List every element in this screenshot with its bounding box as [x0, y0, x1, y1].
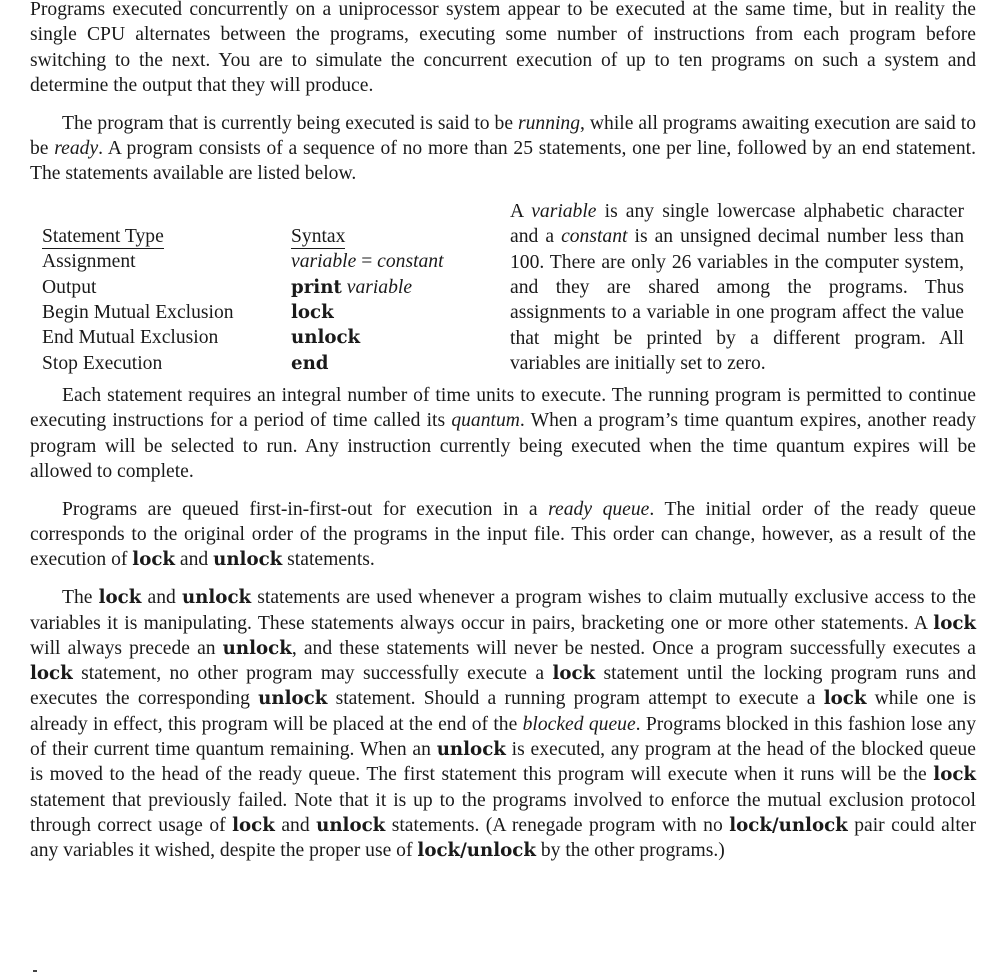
- header-syntax: Syntax: [291, 226, 346, 248]
- statement-type: End Mutual Exclusion: [42, 327, 219, 349]
- statement-type: Output: [42, 276, 97, 298]
- header-statement-type: Statement Type: [42, 226, 164, 248]
- keyword-lock: lock: [933, 612, 976, 634]
- keyword-lock: lock: [30, 663, 73, 685]
- statement-type: Assignment: [42, 251, 136, 273]
- keyword-lock: lock: [132, 549, 176, 571]
- variable-definition-note: A variable is any single lowercase alphabetic character and a constant is an unsigned decimal number less than 100. There are only 26 variables in the computer system, and they are shared among the programs. Thus assignments to a variable in one program affect the value that might be printed by a different program. All variables are initially set to zero.: [510, 201, 965, 374]
- mutual-exclusion-paragraph: The lock and unlock statements are used whenever a program wishes to claim mutually exclusive access to the variables it is manipulating. These statements always occur in pairs, bracketing one or more other statements. A lock will always precede an unlock, and these statements will never be nested. Once a program successfully executes a lock statement, no other program may successfully execute a lock statement until the locking program runs and executes the corresponding unlock statement. Should a running program attempt to execute a lock while one is already in effect, this program will be placed at the end of the blocked queue. Programs blocked in this fashion lose any of their current time quantum remaining. When an unlock is executed, any program at the head of the blocked queue is moved to the head of the ready queue. The first statement this program will execute when it runs will be the lock statement that previously failed. Note that it is up to the programs involved to enforce the mutual exclusion protocol through correct usage of lock and unlock statements. (A renegade program with no lock/unlock pair could alter any variables it wished, despite the proper use of lock/unlock by the other programs.): [30, 587, 977, 862]
- term-quantum: quantum: [451, 410, 520, 432]
- keyword-unlock: unlock: [258, 688, 328, 710]
- statement-type: Stop Execution: [42, 352, 163, 374]
- keyword-lock-unlock: lock/unlock: [417, 840, 536, 862]
- keyword-lock: lock: [823, 688, 867, 710]
- term-ready: ready: [54, 137, 99, 159]
- statement-syntax: lock: [291, 302, 334, 324]
- problem-statement: [30, 0, 976, 876]
- keyword-unlock: unlock: [436, 739, 506, 761]
- intro-paragraph: Programs executed concurrently on a uniprocessor system appear to be executed at the same time, but in reality the single CPU alternates between the programs, executing some number of instructions from each program before switching to the next. You are to simulate the concurrent execution of up to ten programs on such a system and determine the output that they will produce.: [30, 0, 976, 96]
- term-blocked-queue: blocked queue: [522, 713, 636, 735]
- keyword-unlock: unlock: [181, 587, 252, 609]
- keyword-unlock: unlock: [316, 814, 386, 836]
- text: , while all programs awaiting execution are said to be: [30, 112, 976, 159]
- text: . A program consists of a sequence of no more than 25 statements, one per line, followed by an end statement. The statements available are listed below.: [30, 137, 976, 185]
- table-row: [42, 249, 492, 274]
- program-states-paragraph: [30, 111, 976, 187]
- table-row: [42, 351, 492, 376]
- table-row: [42, 300, 492, 325]
- ready-queue-paragraph: Programs are queued first-in-first-out for execution in a ready queue. The initial order of the ready queue corresponds to the original order of the programs in the input file. This order can change, however, as a result of the execution of lock and unlock statements.: [30, 498, 977, 571]
- term-ready-queue: ready queue: [548, 498, 650, 520]
- statement-section: [30, 199, 976, 376]
- statement-syntax: variable = constant: [291, 251, 444, 273]
- term-constant: constant: [561, 226, 628, 248]
- term-running: running: [517, 112, 581, 134]
- statement-table: [42, 224, 492, 376]
- keyword-lock: lock: [98, 587, 142, 609]
- statement-type: Begin Mutual Exclusion: [42, 302, 234, 324]
- keyword-lock: lock: [232, 814, 275, 836]
- keyword-unlock: unlock: [213, 549, 283, 571]
- keyword-lock-unlock: lock/unlock: [729, 814, 848, 836]
- table-row: [42, 275, 492, 300]
- keyword-lock: lock: [552, 663, 596, 685]
- text: The program that is currently being executed is said to be: [62, 112, 518, 134]
- statement-syntax: end: [291, 352, 329, 374]
- table-row: [42, 325, 492, 350]
- keyword-unlock: unlock: [222, 637, 292, 659]
- statement-syntax: print variable: [291, 276, 413, 298]
- keyword-lock: lock: [933, 764, 976, 786]
- term-variable: variable: [531, 201, 597, 223]
- quantum-paragraph: Each statement requires an integral number of time units to execute. The running program is permitted to continue executing instructions for a period of time called its quantum. When a program’s time quantum expires, another ready program will be selected to run. Any instruction currently being executed when the time quantum expires will be allowed to complete.: [30, 385, 977, 483]
- page-edge-mark: [33, 970, 37, 972]
- statement-syntax: unlock: [291, 327, 361, 349]
- table-header-row: [42, 224, 492, 249]
